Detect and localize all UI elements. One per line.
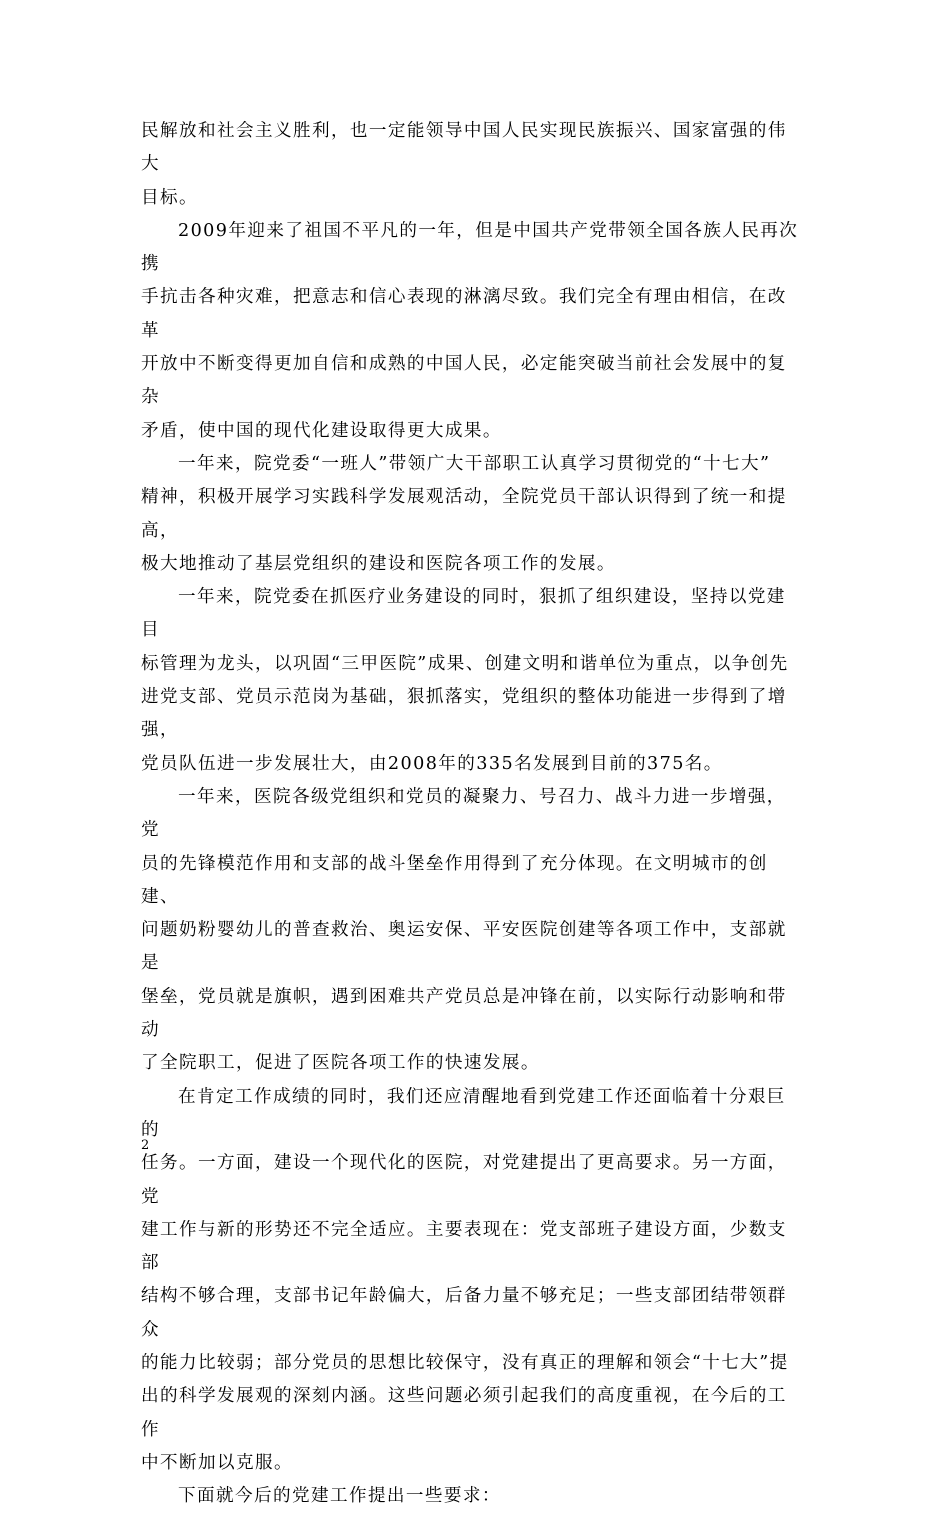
text-line: 标管理为龙头，以巩固“三甲医院”成果、创建文明和谐单位为重点，以争创先 bbox=[141, 653, 789, 674]
text-line: 精神，积极开展学习实践科学发展观活动，全院党员干部认识得到了统一和提高， bbox=[141, 487, 787, 541]
text-line: 出的科学发展观的深刻内涵。这些问题必须引起我们的高度重视，在今后的工作 bbox=[141, 1386, 787, 1440]
text-line: 党员队伍进一步发展壮大，由2008年的335名发展到目前的375名。 bbox=[141, 753, 723, 774]
paragraph bbox=[141, 1081, 801, 1481]
text-line: 结构不够合理，支部书记年龄偏大，后备力量不够充足；一些支部团结带领群众 bbox=[141, 1286, 787, 1340]
page-number: 2 bbox=[141, 1138, 150, 1153]
paragraph bbox=[141, 781, 801, 1081]
paragraph bbox=[141, 1480, 801, 1513]
text-line: 一年来，医院各级党组织和党员的凝聚力、号召力、战斗力进一步增强，党 bbox=[141, 786, 786, 841]
text-line: 进党支部、党员示范岗为基础，狠抓落实，党组织的整体功能进一步得到了增强， bbox=[141, 687, 787, 741]
text-line: 了全院职工，促进了医院各项工作的快速发展。 bbox=[141, 1053, 540, 1074]
text-line: 问题奶粉婴幼儿的普查救治、奥运安保、平安医院创建等各项工作中，支部就是 bbox=[141, 920, 787, 974]
text-line: 的能力比较弱；部分党员的思想比较保守，没有真正的理解和领会“十七大”提 bbox=[141, 1352, 789, 1373]
text-line: 一年来，院党委“一班人”带领广大干部职工认真学习贯彻党的“十七大” bbox=[178, 453, 771, 474]
text-line: 建工作与新的形势还不完全适应。主要表现在：党支部班子建设方面，少数支部 bbox=[141, 1219, 787, 1274]
text-line: 中不断加以克服。 bbox=[141, 1452, 293, 1473]
text-line: 下面就今后的党建工作提出一些要求： bbox=[178, 1486, 501, 1507]
text-line: 民解放和社会主义胜利，也一定能领导中国人民实现民族振兴、国家富强的伟大 bbox=[141, 121, 787, 175]
text-line: 2009年迎来了祖国不平凡的一年，但是中国共产党带领全国各族人民再次携 bbox=[141, 220, 799, 275]
text-line: 任务。一方面，建设一个现代化的医院，对党建提出了更高要求。另一方面，党 bbox=[141, 1153, 787, 1207]
text-line: 手抗击各种灾难，把意志和信心表现的淋漓尽致。我们完全有理由相信，在改革 bbox=[141, 287, 787, 341]
text-line: 开放中不断变得更加自信和成熟的中国人民，必定能突破当前社会发展中的复杂 bbox=[141, 354, 787, 408]
text-line: 在肯定工作成绩的同时，我们还应清醒地看到党建工作还面临着十分艰巨的 bbox=[141, 1086, 786, 1140]
paragraph bbox=[141, 115, 801, 215]
paragraph bbox=[141, 581, 801, 781]
text-line: 矛盾，使中国的现代化建设取得更大成果。 bbox=[141, 420, 502, 441]
text-line: 员的先锋模范作用和支部的战斗堡垒作用得到了充分体现。在文明城市的创建、 bbox=[141, 853, 768, 907]
paragraph bbox=[141, 215, 801, 448]
text-line: 目标。 bbox=[141, 187, 198, 208]
text-line: 堡垒，党员就是旗帜，遇到困难共产党员总是冲锋在前，以实际行动影响和带动 bbox=[141, 986, 787, 1041]
body-text bbox=[141, 115, 801, 1513]
paragraph bbox=[141, 448, 801, 581]
text-line: 一年来，院党委在抓医疗业务建设的同时，狠抓了组织建设，坚持以党建目 bbox=[141, 587, 786, 641]
text-line: 极大地推动了基层党组织的建设和医院各项工作的发展。 bbox=[141, 553, 616, 574]
